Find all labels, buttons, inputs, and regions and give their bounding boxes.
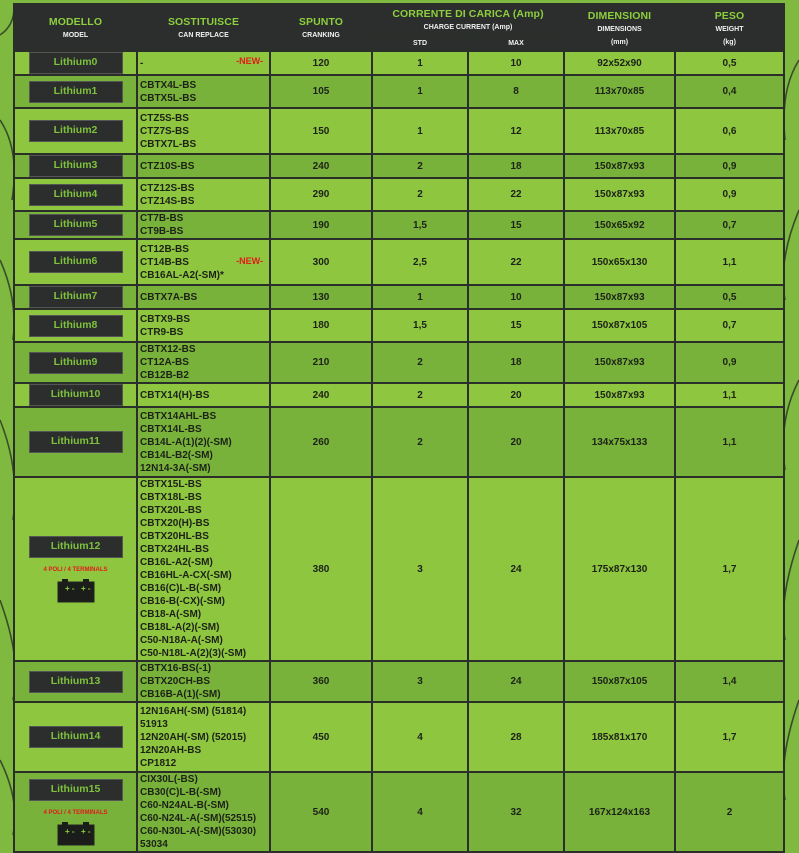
replaces-cell xyxy=(137,108,270,154)
weight-cell: 1,4 xyxy=(675,661,784,702)
replacement-code: C60-N30L-A(-SM)(53030) xyxy=(140,826,257,837)
replacement-code: CBTX20CH-BS xyxy=(140,676,211,687)
battery-four-terminal-icon xyxy=(57,822,95,846)
cranking-cell: 290 xyxy=(270,178,372,211)
model-badge: Lithium5 xyxy=(29,214,123,236)
replacement-code: CB18-A(-SM) xyxy=(140,609,202,620)
table-row xyxy=(14,661,784,702)
table-row xyxy=(14,178,784,211)
cranking-cell: 260 xyxy=(270,407,372,477)
dimensions-cell: 113x70x85 xyxy=(564,75,675,108)
header-row xyxy=(14,4,784,35)
dimensions-cell: 92x52x90 xyxy=(564,51,675,75)
table-row xyxy=(14,383,784,407)
model-badge: Lithium9 xyxy=(29,352,123,374)
charge-std-cell: 1 xyxy=(372,75,468,108)
replacement-code: CBTX14(H)-BS xyxy=(140,389,210,401)
charge-std-cell: 3 xyxy=(372,661,468,702)
replaces-cell xyxy=(137,772,270,852)
model-cell xyxy=(14,702,137,772)
charge-std-cell: 1 xyxy=(372,108,468,154)
charge-max-cell: 18 xyxy=(468,342,564,383)
battery-four-terminal-icon xyxy=(57,579,95,603)
model-cell xyxy=(14,661,137,702)
cranking-cell: 300 xyxy=(270,239,372,285)
replacement-code: 51913 xyxy=(140,718,168,730)
charge-std-cell: 2 xyxy=(372,407,468,477)
table-row xyxy=(14,75,784,108)
replacement-code: CB14L-A(1)(2)(-SM) xyxy=(140,436,232,448)
replacement-code: CT12A-BS xyxy=(140,357,189,368)
spec-body xyxy=(14,51,784,852)
weight-cell: 1,7 xyxy=(675,477,784,661)
charge-std-cell: 1 xyxy=(372,285,468,309)
battery-spec-table xyxy=(13,3,785,853)
dimensions-cell: 113x70x85 xyxy=(564,108,675,154)
model-badge: Lithium3 xyxy=(29,155,123,177)
replacement-code: CIX30L(-BS) xyxy=(140,774,198,785)
weight-cell: 0,7 xyxy=(675,211,784,239)
table-row xyxy=(14,309,784,342)
replacement-code: CBTX14AHL-BS xyxy=(140,410,217,422)
cranking-cell: 540 xyxy=(270,772,372,852)
model-cell xyxy=(14,309,137,342)
weight-cell: 2 xyxy=(675,772,784,852)
replacement-code: CBTX18L-BS xyxy=(140,492,202,503)
model-badge: Lithium2 xyxy=(29,120,123,142)
cranking-cell: 240 xyxy=(270,383,372,407)
charge-std-cell: 2 xyxy=(372,342,468,383)
replacement-code: 12N16AH(-SM) (51814) xyxy=(140,705,247,717)
cranking-cell: 180 xyxy=(270,309,372,342)
charge-max-cell: 8 xyxy=(468,75,564,108)
charge-max-cell: 15 xyxy=(468,309,564,342)
model-header xyxy=(14,4,137,51)
replacement-code: CBTX24HL-BS xyxy=(140,544,209,555)
table-row xyxy=(14,407,784,477)
max-header xyxy=(468,35,564,51)
weight-cell: 0,7 xyxy=(675,309,784,342)
charge-max-cell: 10 xyxy=(468,285,564,309)
cranking-cell: 360 xyxy=(270,661,372,702)
weight-cell: 0,4 xyxy=(675,75,784,108)
model-cell xyxy=(14,407,137,477)
model-cell xyxy=(14,285,137,309)
table-row xyxy=(14,108,784,154)
std-header-label: STD xyxy=(413,40,427,47)
charge-max-cell: 28 xyxy=(468,702,564,772)
replaces-cell xyxy=(137,178,270,211)
cranking-cell: 120 xyxy=(270,51,372,75)
replace-header xyxy=(137,4,270,51)
replaces-cell xyxy=(137,383,270,407)
model-badge: Lithium8 xyxy=(29,315,123,337)
replacement-code: CB16AL-A2(-SM)* xyxy=(140,269,224,281)
table-row xyxy=(14,702,784,772)
replaces-cell xyxy=(137,477,270,661)
charge-header-label: CORRENTE DI CARICA (Amp) xyxy=(392,8,544,20)
charge-max-cell: 15 xyxy=(468,211,564,239)
model-cell xyxy=(14,342,137,383)
replacement-code: CB14L-B2(-SM) xyxy=(140,449,213,461)
charge-header-sub: CHARGE CURRENT (Amp) xyxy=(423,24,513,31)
replacement-code: CTZ5S-BS xyxy=(140,112,189,124)
terminals-note: 4 POLI / 4 TERMINALS xyxy=(43,809,108,816)
charge-std-cell: 3 xyxy=(372,477,468,661)
dimensions-cell: 150x87x105 xyxy=(564,661,675,702)
model-header-label: MODELLO xyxy=(48,16,103,28)
replaces-cell xyxy=(137,211,270,239)
dimensions-cell: 150x87x105 xyxy=(564,309,675,342)
svg-text:+ -: + - xyxy=(80,583,91,593)
dimensions-cell: 150x87x93 xyxy=(564,154,675,178)
model-badge: Lithium1 xyxy=(29,81,123,103)
dimensions-cell: 134x75x133 xyxy=(564,407,675,477)
replacement-code: CTZ10S-BS xyxy=(140,160,195,172)
model-badge: Lithium7 xyxy=(29,286,123,308)
charge-std-cell: 1,5 xyxy=(372,211,468,239)
dim-header xyxy=(564,4,675,51)
table-row xyxy=(14,477,784,661)
cranking-cell: 130 xyxy=(270,285,372,309)
replacement-code: CBTX12-BS xyxy=(140,344,196,355)
replacement-code: CB16L-A2(-SM) xyxy=(140,557,213,568)
weight-header-label: PESO xyxy=(714,9,745,22)
charge-std-cell: 2 xyxy=(372,178,468,211)
charge-std-cell: 2,5 xyxy=(372,239,468,285)
cranking-cell: 240 xyxy=(270,154,372,178)
replaces-cell xyxy=(137,75,270,108)
cranking-cell: 210 xyxy=(270,342,372,383)
dimensions-cell: 150x87x93 xyxy=(564,342,675,383)
weight-cell: 0,5 xyxy=(675,51,784,75)
model-cell xyxy=(14,383,137,407)
charge-std-cell: 4 xyxy=(372,772,468,852)
weight-header-unit: (kg) xyxy=(723,38,736,46)
crank-header-sub: CRANKING xyxy=(302,32,340,39)
replacement-code: CTZ12S-BS xyxy=(140,182,195,194)
replacement-code: CTR9-BS xyxy=(140,326,184,338)
weight-cell: 0,9 xyxy=(675,342,784,383)
replacement-code: CB16B-A(1)(-SM) xyxy=(140,689,221,700)
charge-std-cell: 2 xyxy=(372,154,468,178)
weight-cell: 1,7 xyxy=(675,702,784,772)
replacement-code: 12N20AH(-SM) (52015) xyxy=(140,731,247,743)
model-header-sub: MODEL xyxy=(62,32,89,39)
replacement-code: CB16(C)L-B(-SM) xyxy=(140,583,222,594)
charge-max-cell: 18 xyxy=(468,154,564,178)
replace-header-label: SOSTITUISCE xyxy=(167,16,240,28)
replaces-cell xyxy=(137,239,270,285)
cranking-cell: 150 xyxy=(270,108,372,154)
svg-text:+ -: + - xyxy=(64,826,75,836)
replacement-code: C60-N24L-A(-SM)(52515) xyxy=(140,813,257,824)
dimensions-cell: 175x87x130 xyxy=(564,477,675,661)
table-row xyxy=(14,239,784,285)
crank-header xyxy=(270,4,372,51)
new-badge: -NEW- xyxy=(236,256,263,266)
replacement-code: CBTX7L-BS xyxy=(140,138,197,150)
weight-header xyxy=(675,4,784,51)
cranking-cell: 380 xyxy=(270,477,372,661)
replacement-code: CBTX4L-BS xyxy=(140,79,197,91)
table-row xyxy=(14,154,784,178)
weight-cell: 1,1 xyxy=(675,239,784,285)
terminals-note: 4 POLI / 4 TERMINALS xyxy=(43,566,108,573)
replace-header-sub: CAN REPLACE xyxy=(178,32,229,39)
replaces-cell xyxy=(137,342,270,383)
replacement-code: CBTX15L-BS xyxy=(140,479,202,490)
model-cell xyxy=(14,154,137,178)
dimensions-cell: 167x124x163 xyxy=(564,772,675,852)
weight-cell: 0,5 xyxy=(675,285,784,309)
dimensions-cell: 150x87x93 xyxy=(564,383,675,407)
dimensions-cell: 150x87x93 xyxy=(564,178,675,211)
replacement-code: CB16-B(-CX)(-SM) xyxy=(140,596,225,607)
model-badge: Lithium12 xyxy=(29,536,123,558)
model-badge: Lithium11 xyxy=(29,431,123,453)
replacement-code: CTZ7S-BS xyxy=(140,125,189,137)
replacement-code: CB12B-B2 xyxy=(140,370,189,381)
model-cell xyxy=(14,239,137,285)
charge-max-cell: 22 xyxy=(468,239,564,285)
weight-cell: 0,9 xyxy=(675,154,784,178)
replacement-code: C60-N24AL-B(-SM) xyxy=(140,800,229,811)
weight-cell: 0,9 xyxy=(675,178,784,211)
charge-std-cell: 2 xyxy=(372,383,468,407)
model-badge: Lithium15 xyxy=(29,779,123,801)
charge-max-cell: 10 xyxy=(468,51,564,75)
table-row xyxy=(14,285,784,309)
replacement-code: CBTX9-BS xyxy=(140,313,191,325)
table-row xyxy=(14,342,784,383)
model-badge: Lithium4 xyxy=(29,184,123,206)
dim-header-sub: DIMENSIONS xyxy=(597,25,642,33)
replacement-code: 12N14-3A(-SM) xyxy=(140,462,211,474)
model-badge: Lithium10 xyxy=(29,384,123,406)
replacement-code: CBTX20(H)-BS xyxy=(140,518,210,529)
max-header-label: MAX xyxy=(508,40,524,47)
replacement-code: CB18L-A(2)(-SM) xyxy=(140,622,220,633)
cranking-cell: 105 xyxy=(270,75,372,108)
replaces-cell xyxy=(137,661,270,702)
replacement-code: 12N20AH-BS xyxy=(140,744,202,756)
model-cell xyxy=(14,772,137,852)
svg-text:+ -: + - xyxy=(64,583,75,593)
charge-header xyxy=(372,4,564,35)
charge-max-cell: 12 xyxy=(468,108,564,154)
replaces-cell xyxy=(137,309,270,342)
std-header xyxy=(372,35,468,51)
dimensions-cell: 150x65x130 xyxy=(564,239,675,285)
model-badge: Lithium0 xyxy=(29,52,123,74)
replaces-cell xyxy=(137,51,270,75)
replaces-cell xyxy=(137,285,270,309)
replacement-code: 53034 xyxy=(140,839,168,850)
model-cell xyxy=(14,51,137,75)
model-badge: Lithium6 xyxy=(29,251,123,273)
new-badge: -NEW- xyxy=(236,56,263,66)
charge-max-cell: 22 xyxy=(468,178,564,211)
replaces-cell xyxy=(137,154,270,178)
replacement-code: CT12B-BS xyxy=(140,243,189,255)
replacement-code: CBTX16-BS(-1) xyxy=(140,663,212,674)
cranking-cell: 190 xyxy=(270,211,372,239)
replacement-code: CBTX14L-BS xyxy=(140,423,202,435)
charge-std-cell: 1 xyxy=(372,51,468,75)
dim-header-label: DIMENSIONI xyxy=(587,9,652,22)
model-cell xyxy=(14,178,137,211)
dim-header-unit: (mm) xyxy=(610,38,629,46)
charge-std-cell: 4 xyxy=(372,702,468,772)
replaces-cell xyxy=(137,702,270,772)
replacement-code: C50-N18A-A(-SM) xyxy=(140,635,223,646)
weight-header-sub: WEIGHT xyxy=(715,25,744,33)
replacement-code: CBTX5L-BS xyxy=(140,92,197,104)
weight-cell: 1,1 xyxy=(675,407,784,477)
model-cell xyxy=(14,477,137,661)
replacement-code: CBTX20L-BS xyxy=(140,505,202,516)
replacement-code: CBTX7A-BS xyxy=(140,291,198,303)
model-cell xyxy=(14,75,137,108)
dimensions-cell: 150x87x93 xyxy=(564,285,675,309)
weight-cell: 1,1 xyxy=(675,383,784,407)
replacement-code: CP1812 xyxy=(140,757,177,769)
replacement-code: CT7B-BS xyxy=(140,213,184,224)
replacement-code: - xyxy=(140,57,144,69)
model-cell xyxy=(14,108,137,154)
replacement-code: CTZ14S-BS xyxy=(140,195,195,207)
charge-max-cell: 20 xyxy=(468,383,564,407)
charge-max-cell: 32 xyxy=(468,772,564,852)
model-cell xyxy=(14,211,137,239)
svg-text:+ -: + - xyxy=(80,826,91,836)
weight-cell: 0,6 xyxy=(675,108,784,154)
replaces-cell xyxy=(137,407,270,477)
model-badge: Lithium14 xyxy=(29,726,123,748)
dimensions-cell: 150x65x92 xyxy=(564,211,675,239)
table-row xyxy=(14,772,784,852)
replacement-code: CT14B-BS xyxy=(140,256,189,268)
model-badge: Lithium13 xyxy=(29,671,123,693)
replacement-code: CB30(C)L-B(-SM) xyxy=(140,787,222,798)
replacement-code: CBTX20HL-BS xyxy=(140,531,209,542)
replacement-code: CT9B-BS xyxy=(140,226,184,237)
replacement-code: CB16HL-A-CX(-SM) xyxy=(140,570,232,581)
charge-max-cell: 20 xyxy=(468,407,564,477)
charge-max-cell: 24 xyxy=(468,477,564,661)
dimensions-cell: 185x81x170 xyxy=(564,702,675,772)
charge-max-cell: 24 xyxy=(468,661,564,702)
cranking-cell: 450 xyxy=(270,702,372,772)
charge-std-cell: 1,5 xyxy=(372,309,468,342)
table-row xyxy=(14,211,784,239)
crank-header-label: SPUNTO xyxy=(298,16,344,28)
replacement-code: C50-N18L-A(2)(3)(-SM) xyxy=(140,648,247,659)
table-row xyxy=(14,51,784,75)
